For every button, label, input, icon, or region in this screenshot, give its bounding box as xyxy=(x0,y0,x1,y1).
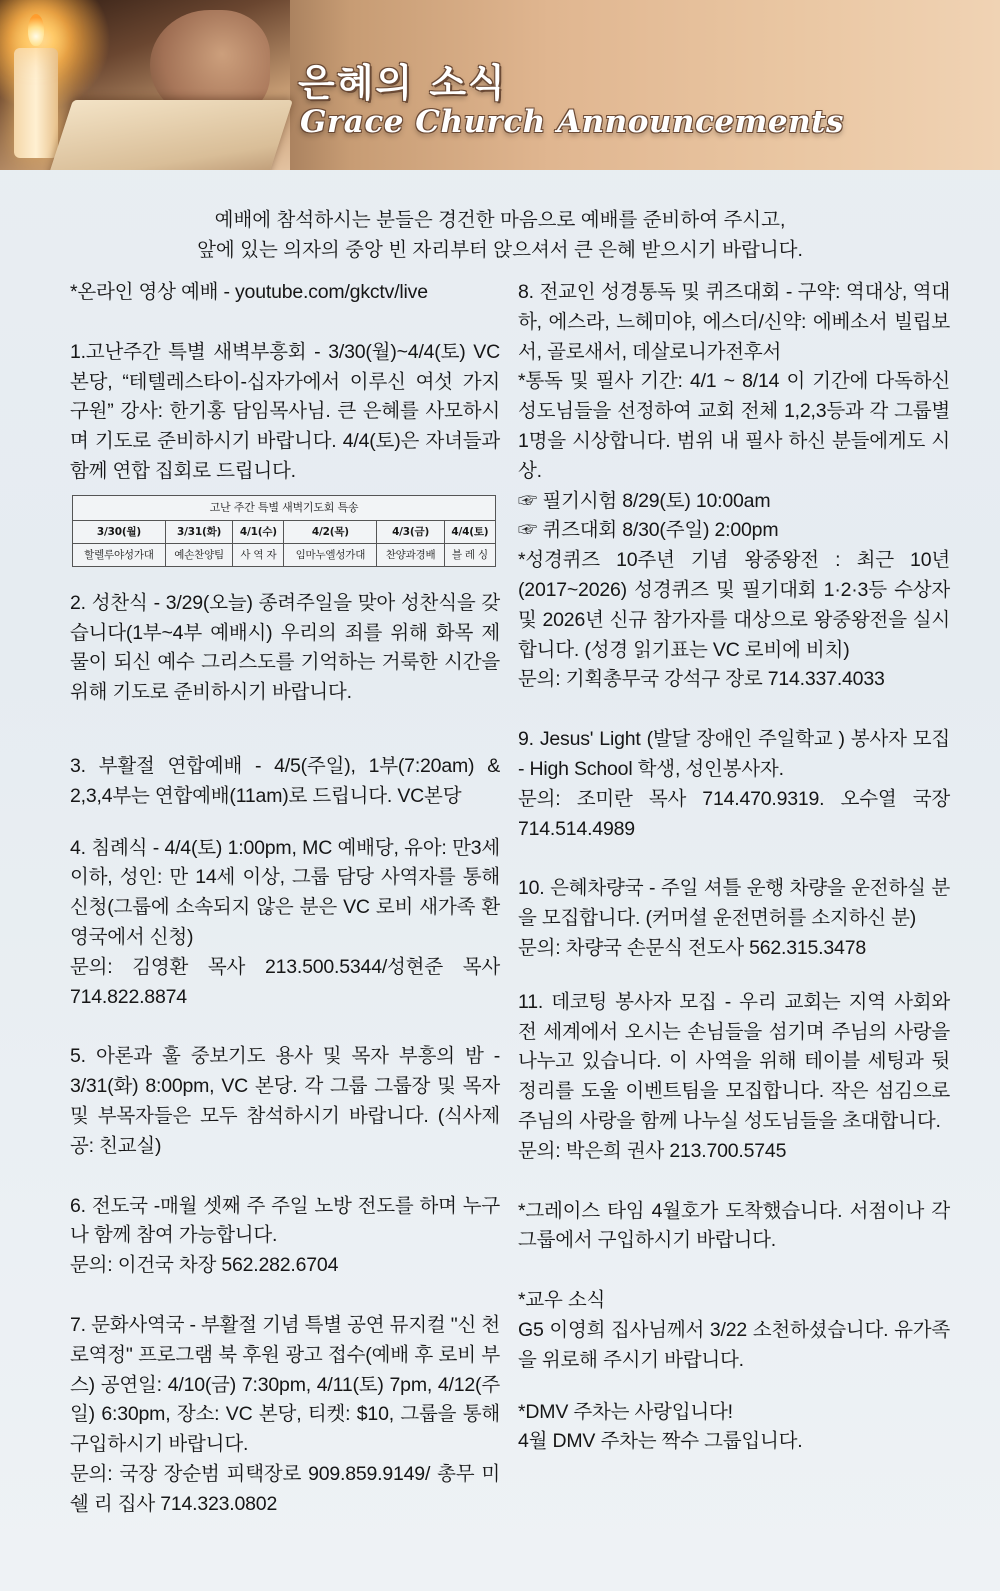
bible-graphic xyxy=(47,100,293,170)
announcement-11: 11. 데코팅 봉사자 모집 - 우리 교회는 지역 사회와 전 세계에서 오시는 손님들을 섬기며 주님의 사랑을 나누고 있습니다. 이 사역을 위해 테이블 세팅과 뒷정리를 도울 이벤트팀을 모집합니다. 작은 섬김으로 주님의 사랑을 함께 나누실 성도님들을 초대합니다. xyxy=(518,990,950,1132)
announcement-8-period: *통독 및 필사 기간: 4/1 ~ 8/14 이 기간에 다독하신 성도님들을 선정하여 교회 전체 1,2,3등과 각 그룹별 1명을 시상합니다. 범위 내 필사 하신 분들에게도 시상. xyxy=(518,370,950,482)
announcement-8-exam: ☞ 필기시험 8/29(토) 10:00am xyxy=(518,489,771,512)
announcement-5: 5. 아론과 훌 중보기도 용사 및 목자 부흥의 밤 - 3/31(화) 8:00pm, VC 본당. 각 그룹 그룹장 및 목자 및 부목자들은 모두 참석하시기 바랍니다. (식사제공: 친교실) xyxy=(70,1045,500,1157)
intro-line-2: 앞에 있는 의자의 중앙 빈 자리부터 앉으셔서 큰 은혜 받으시기 바랍니다. xyxy=(197,239,803,261)
announcement-7-contact: 문의: 국장 장순범 피택장로 909.859.9149/ 총무 미쉘 리 집사 714.323.0802 xyxy=(70,1462,500,1515)
online-worship: *온라인 영상 예배 - youtube.com/gkctv/live xyxy=(70,281,428,303)
right-column xyxy=(518,278,950,1457)
announcement-10-contact: 문의: 차량국 손문식 전도사 562.315.3478 xyxy=(518,936,866,959)
schedule-group: 사 역 자 xyxy=(233,543,284,566)
schedule-group: 예손찬양팀 xyxy=(165,543,232,566)
announcement-9: 9. Jesus' Light (발달 장애인 주일학교 ) 봉사자 모집 - High School 학생, 성인봉사자. xyxy=(518,728,950,780)
candle-bible-photo xyxy=(0,0,290,170)
announcement-4-contact: 문의: 김영환 목사 213.500.5344/성현준 목사 714.822.8874 xyxy=(70,955,500,1008)
announcement-8-king: *성경퀴즈 10주년 기념 왕중왕전 : 최근 10년(2017~2026) 성경퀴즈 및 필기대회 1·2·3등 수상자 및 2026년 신규 참가자를 대상으로 왕중왕전을 실시합니다. (성경 읽기표는 VC 로비에 비치) xyxy=(518,549,950,661)
page-subtitle: Grace Church Announcements xyxy=(300,104,844,140)
announcement-9-contact: 문의: 조미란 목사 714.470.9319. 오수열 국장 714.514.4989 xyxy=(518,787,950,840)
church-news-title: *교우 소식 xyxy=(518,1289,606,1312)
schedule-date: 4/4(토) xyxy=(444,520,495,543)
dmv-parking-title: *DMV 주차는 사랑입니다! xyxy=(518,1400,733,1423)
announcement-8-contact: 문의: 기획총무국 강석구 장로 714.337.4033 xyxy=(518,668,885,691)
page-title: 은혜의 소식 xyxy=(298,61,507,105)
announcement-1: 1.고난주간 특별 새벽부흥회 - 3/30(월)~4/4(토) VC 본당, “테텔레스타이-십자가에서 이루신 여섯 가지 구원” 강사: 한기홍 담임목사님. 큰 은혜를 사모하시며 기도로 준비하시기 바랍니다. 4/4(토)은 자녀들과 함께 연합 집회로 드립니다. xyxy=(70,340,500,482)
announcement-7: 7. 문화사역국 - 부활절 기념 특별 공연 뮤지컬 "신 천로역정" 프로그램 북 후원 광고 접수(예배 후 로비 부스) 공연일: 4/10(금) 7:30pm, 4/11(토) 7pm, 4/12(주일) 6:30pm, 장소: VC 본당, 티켓: $10, 그룹을 통해 구입하시기 바랍니다. xyxy=(70,1313,500,1456)
header-banner xyxy=(0,0,1000,170)
intro-line-1: 예배에 참석하시는 분들은 경건한 마음으로 예배를 준비하여 주시고, xyxy=(214,209,786,231)
announcement-11-contact: 문의: 박은희 권사 213.700.5745 xyxy=(518,1139,787,1162)
left-column xyxy=(70,278,500,1520)
intro-message xyxy=(0,205,1000,265)
schedule-group: 블 레 싱 xyxy=(444,543,495,566)
schedule-group: 임마누엘성가대 xyxy=(284,543,377,566)
schedule-date: 3/30(월) xyxy=(73,520,166,543)
announcement-10: 10. 은혜차량국 - 주일 셔틀 운행 차량을 운전하실 분을 모집합니다. (커머셜 운전면허를 소지하신 분) xyxy=(518,877,950,930)
announcement-3: 3. 부활절 연합예배 - 4/5(주일), 1부(7:20am) & 2,3,4부는 연합예배(11am)로 드립니다. VC본당 xyxy=(70,754,500,807)
candle-graphic xyxy=(14,48,58,158)
announcement-2: 2. 성찬식 - 3/29(오늘) 종려주일을 맞아 성찬식을 갖습니다(1부~4부 예배시) 우리의 죄를 위해 화목 제물이 되신 예수 그리스도를 기억하는 거룩한 시간을 위해 기도로 준비하시기 바랍니다. xyxy=(70,591,500,704)
schedule-group: 할렐루야성가대 xyxy=(73,543,166,566)
flame-graphic xyxy=(28,14,44,46)
announcement-4: 4. 침례식 - 4/4(토) 1:00pm, MC 예배당, 유아: 만3세 이하, 성인: 만 14세 이상, 그룹 담당 사역자를 통해 신청(그룹에 소속되지 않은 분은 VC 로비 새가족 환영국에서 신청) xyxy=(70,836,500,948)
schedule-date: 4/2(목) xyxy=(284,520,377,543)
schedule-date: 4/1(수) xyxy=(233,520,284,543)
dmv-parking-body: 4월 DMV 주차는 짝수 그룹입니다. xyxy=(518,1430,803,1453)
schedule-group: 찬양과경배 xyxy=(377,543,444,566)
announcement-8-quiz: ☞ 퀴즈대회 8/30(주일) 2:00pm xyxy=(518,519,779,542)
schedule-date: 3/31(화) xyxy=(165,520,232,543)
schedule-date: 4/3(금) xyxy=(377,520,444,543)
announcement-6-contact: 문의: 이건국 차장 562.282.6704 xyxy=(70,1254,339,1277)
church-news-body: G5 이영희 집사님께서 3/22 소천하셨습니다. 유가족을 위로해 주시기 바랍니다. xyxy=(518,1318,950,1371)
gracetime-notice: *그레이스 타임 4월호가 도착했습니다. 서점이나 각 그룹에서 구입하시기 바랍니다. xyxy=(518,1199,950,1252)
schedule-caption: 고난 주간 특별 새벽기도회 특송 xyxy=(73,495,496,520)
announcement-6: 6. 전도국 -매월 셋째 주 주일 노방 전도를 하며 누구나 함께 참여 가능합니다. xyxy=(70,1194,500,1247)
schedule-table xyxy=(72,495,496,567)
announcement-8: 8. 전교인 성경통독 및 퀴즈대회 - 구약: 역대상, 역대하, 에스라, 느헤미야, 에스더/신약: 에베소서 빌립보서, 골로새서, 데살로니가전후서 xyxy=(518,281,950,363)
